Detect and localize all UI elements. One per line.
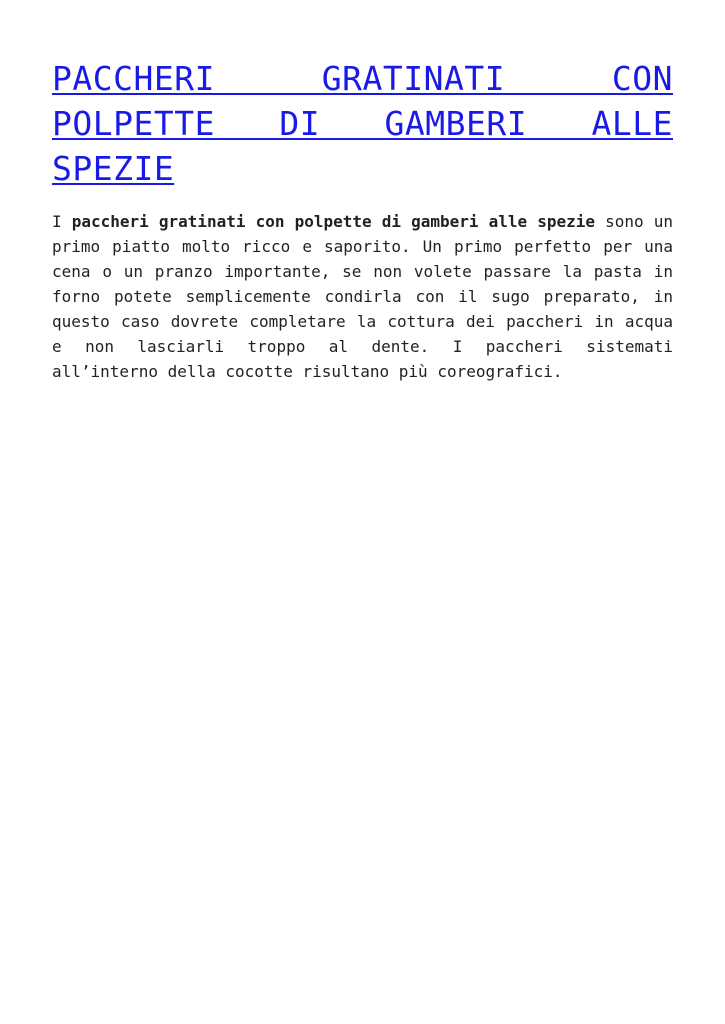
article-title	[52, 56, 673, 191]
intro-bold-dish-name: paccheri gratinati con polpette di gamberi alle spezie	[71, 212, 596, 231]
intro-prefix: I	[52, 212, 72, 231]
intro-rest: sono un primo piatto molto ricco e saporito. Un primo perfetto per una cena o un pranzo importante, se non volete passare la pasta in forno potete semplicemente condirla con il sugo preparato, in questo caso dovrete completare la cottura dei paccheri in acqua e non lasciarli troppo al dente. I paccheri sistemati all’interno della cocotte risultano più coreografici.	[52, 212, 674, 381]
article	[52, 56, 673, 384]
article-intro-paragraph	[52, 209, 673, 384]
article-title-link[interactable]: PACCHERI GRATINATI CON POLPETTE DI GAMBERI ALLE SPEZIE	[52, 59, 673, 188]
